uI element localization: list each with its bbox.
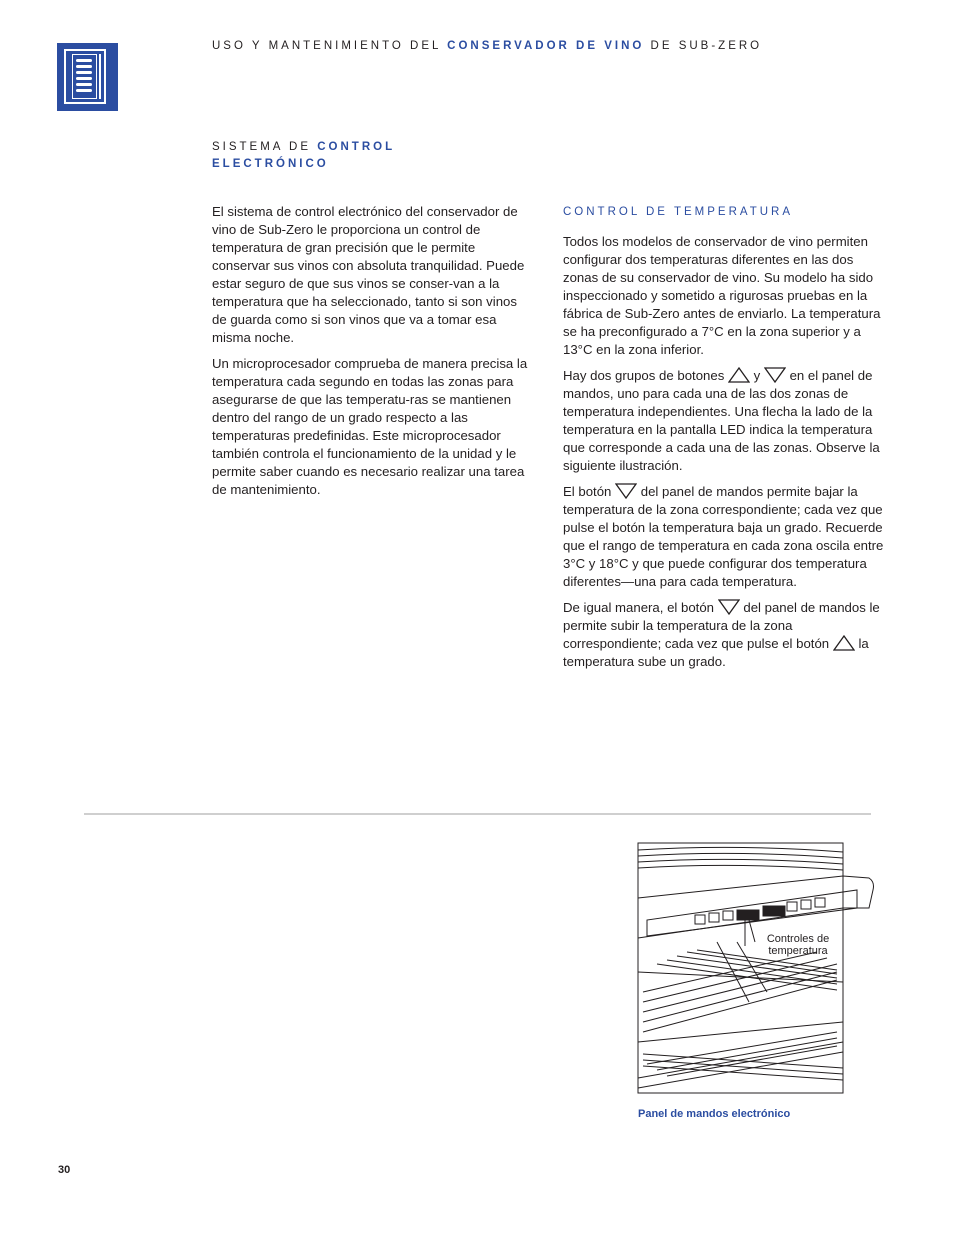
right-paragraph-4-part-b: del panel de mandos le permite subir la temperatura de la zona correspondiente; cada vez que pulse el botón [563,600,880,651]
right-paragraph-2-part-b: y [753,368,761,383]
section-title-prefix: SISTEMA DE [212,141,312,153]
up-arrow-icon [833,635,855,651]
page-number: 30 [58,1164,71,1176]
section-divider [84,813,871,815]
cabinet-icon [64,49,106,104]
section-title-highlight-2: ELECTRÓNICO [212,158,329,170]
callout-temperature-controls: Controles de temperatura [766,933,830,957]
right-paragraph-4-part-a: De igual manera, el botón [563,600,715,615]
right-paragraph-1: Todos los modelos de conservador de vino permiten configurar dos temperaturas diferentes en las dos zonas de su conservador de vino. Su modelo ha sido inspeccionado y sometido a rigurosas pruebas en la fábrica de Sub-Zero antes de enviarlo. La temperatura se ha preconfigurado a 7°C en la zona superior y a 13°C en la zona inferior. [563,234,881,357]
header-suffix: DE SUB-ZERO [650,40,763,52]
brand-logo-icon [57,43,118,111]
right-column [563,203,885,679]
right-paragraph-3-part-b: del panel de mandos permite bajar la temperatura de la zona correspondiente; cada vez que pulse el botón la temperatura baja un grado. Recuerde que el rango de temperatura en cada zona oscila entre 3°C y 18°C y que puede configurar dos temperatura diferentes—una para cada temperatura. [563,484,884,589]
section-title-highlight-1: CONTROL [317,141,396,153]
figure-caption: Panel de mandos electrónico [638,1108,791,1120]
header-prefix: USO Y MANTENIMIENTO DEL [212,40,441,52]
up-arrow-icon [728,367,750,383]
right-paragraph-2-part-a: Hay dos grupos de botones [563,368,725,383]
down-arrow-icon [615,483,637,499]
section-title [212,139,512,173]
right-paragraph-4-part-c: la temperatura sube un grado. [563,636,869,669]
left-paragraph-2: Un microprocesador comprueba de manera precisa la temperatura cada segundo en todas las zonas para asegurarse de que las temperatu-ras se mantienen dentro del rango de un grado respecto a las temperaturas predefinidas. Este microprocesador también controla el funcionamiento de la unidad y le permite saber cuando es necesario realizar una tarea de mantenimiento. [212,356,528,497]
left-paragraph-1: El sistema de control electrónico del conservador de vino de Sub-Zero le proporciona un control de temperatura de gran precisión que le permite conservar sus vinos con absoluta tranquilidad. Puede estar seguro de que sus vinos se conser-van a la temperatura que ha seleccionado, tanto si son vinos de guarda como si son vinos que va a tomar esa misma noche. [212,204,525,345]
control-panel-illustration [637,842,875,1094]
down-arrow-icon [718,599,740,615]
right-paragraph-2 [563,367,885,475]
right-paragraph-3 [563,483,885,591]
subhead-temperature-control: CONTROL DE TEMPERATURA [563,206,793,218]
right-paragraph-4 [563,599,885,671]
left-column [212,203,534,507]
right-paragraph-2-part-c: en el panel de mandos, uno para cada una de las dos zonas de temperatura independientes. Una flecha la lado de la temperatura en la pantalla LED indica la temperatura que corresponde a cada una de las zonas. Observe la siguiente ilustración. [563,368,880,473]
down-arrow-icon [764,367,786,383]
running-header [212,40,762,52]
door-handle [99,54,101,99]
right-paragraph-3-part-a: El botón [563,484,612,499]
header-highlight: CONSERVADOR DE VINO [447,40,645,52]
bottle-rows-icon [76,59,92,95]
